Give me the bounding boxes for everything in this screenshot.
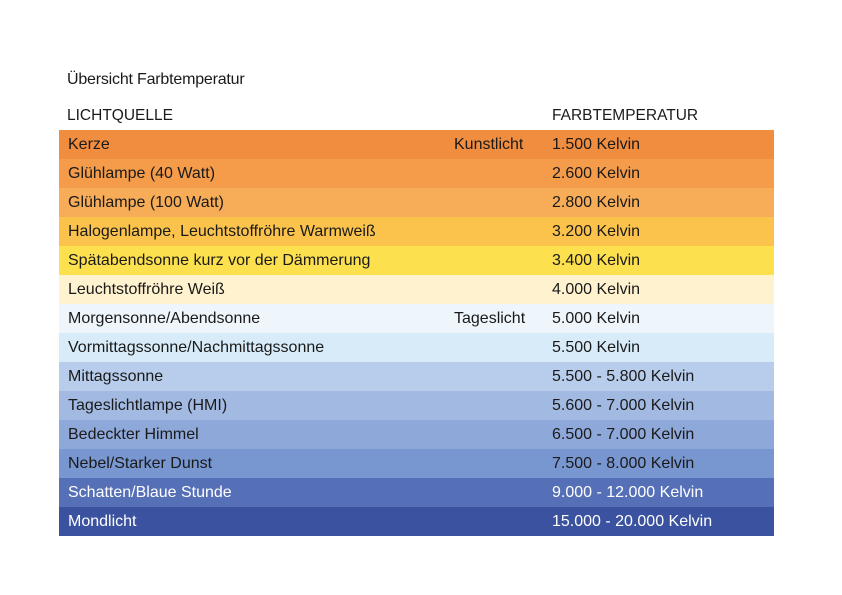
table-row [59,217,774,246]
table-row [59,246,774,275]
light-source-cell: Kerze [68,136,110,153]
temperature-cell: 2.600 Kelvin [552,165,641,182]
light-source-cell: Spätabendsonne kurz vor der Dämmerung [68,252,371,269]
table-row [59,130,774,159]
light-source-cell: Morgensonne/Abendsonne [68,310,261,327]
temperature-cell: 4.000 Kelvin [552,281,641,298]
table-row [59,304,774,333]
table-row [59,275,774,304]
temperature-cell: 6.500 - 7.000 Kelvin [552,426,695,443]
color-temperature-table [59,130,774,536]
table-row [59,188,774,217]
temperature-cell: 5.500 - 5.800 Kelvin [552,368,695,385]
header-color-temperature: FARBTEMPERATUR [552,107,699,124]
temperature-cell: 7.500 - 8.000 Kelvin [552,455,695,472]
category-cell: Tageslicht [454,310,526,327]
table-row [59,420,774,449]
table-row [59,362,774,391]
table-row [59,391,774,420]
table-row [59,507,774,536]
light-source-cell: Glühlampe (100 Watt) [68,194,224,211]
light-source-cell: Nebel/Starker Dunst [68,455,213,472]
light-source-cell: Vormittagssonne/Nachmittagssonne [68,339,325,356]
temperature-cell: 5.600 - 7.000 Kelvin [552,397,695,414]
temperature-cell: 9.000 - 12.000 Kelvin [552,484,704,501]
temperature-cell: 15.000 - 20.000 Kelvin [552,513,713,530]
page-title: Übersicht Farbtemperatur [67,71,245,88]
table-row [59,333,774,362]
table-row [59,159,774,188]
temperature-cell: 3.400 Kelvin [552,252,641,269]
light-source-cell: Halogenlampe, Leuchtstoffröhre Warmweiß [68,223,376,240]
table-row [59,449,774,478]
temperature-cell: 5.000 Kelvin [552,310,641,327]
light-source-cell: Mondlicht [68,513,137,530]
light-source-cell: Bedeckter Himmel [68,426,199,443]
temperature-cell: 2.800 Kelvin [552,194,641,211]
light-source-cell: Leuchtstoffröhre Weiß [68,281,225,298]
table-row [59,478,774,507]
temperature-cell: 3.200 Kelvin [552,223,641,240]
light-source-cell: Glühlampe (40 Watt) [68,165,216,182]
light-source-cell: Schatten/Blaue Stunde [68,484,232,501]
header-light-source: LICHTQUELLE [67,107,173,124]
temperature-cell: 1.500 Kelvin [552,136,641,153]
light-source-cell: Mittagssonne [68,368,164,385]
category-cell: Kunstlicht [454,136,524,153]
temperature-cell: 5.500 Kelvin [552,339,641,356]
table-header [59,107,774,129]
light-source-cell: Tageslichtlampe (HMI) [68,397,228,414]
